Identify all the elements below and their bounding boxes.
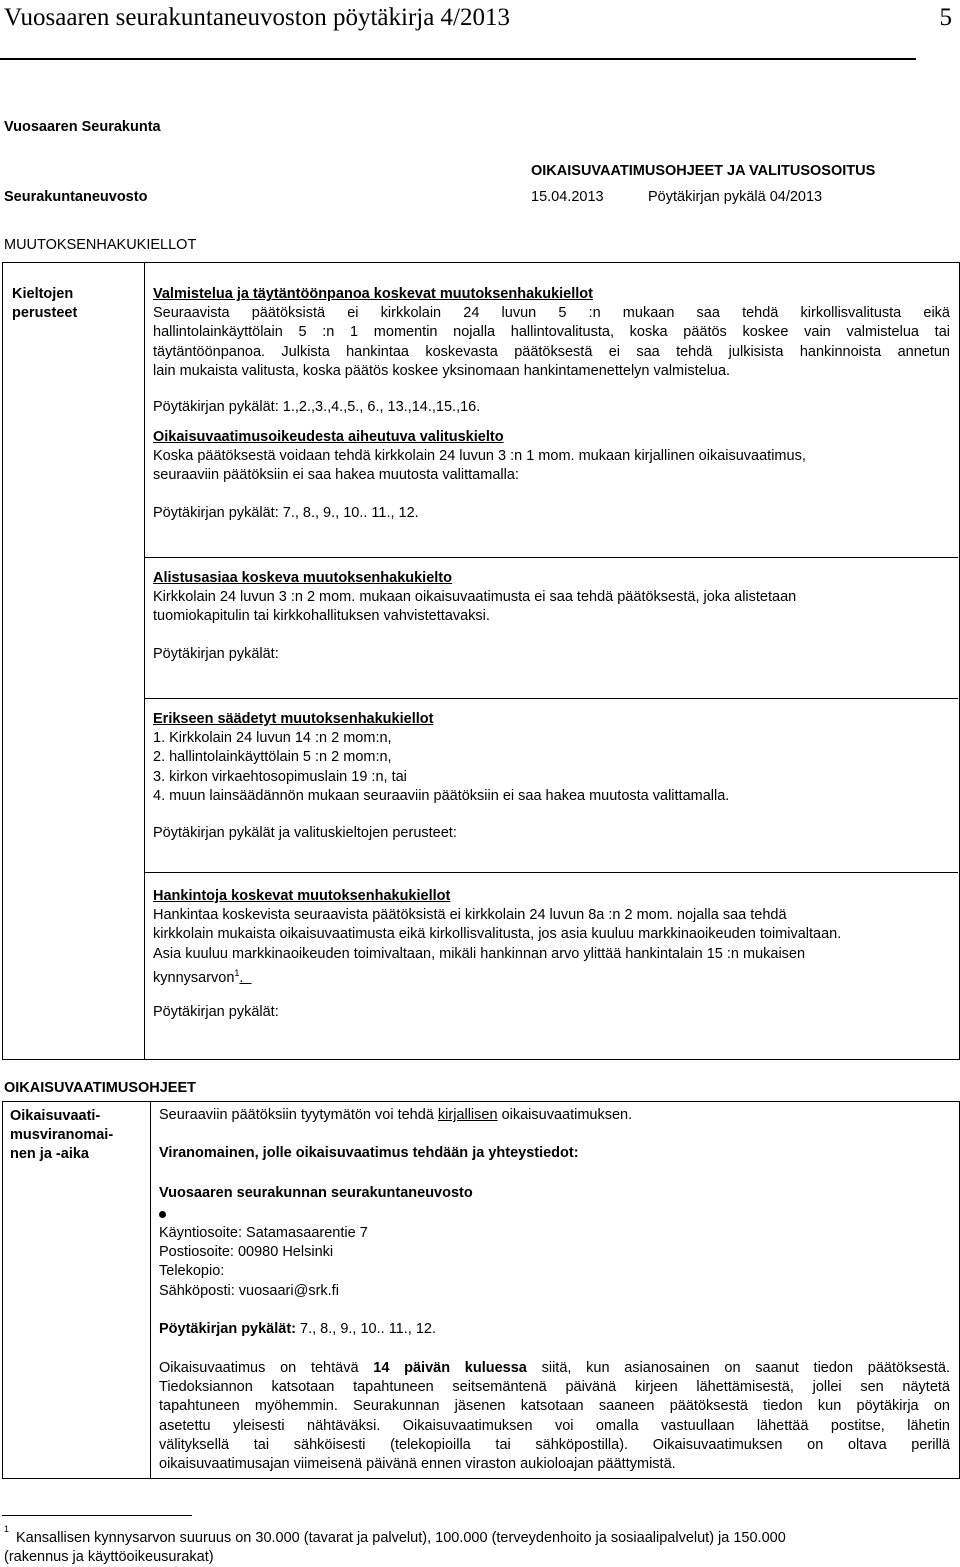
appeal-deadline-text	[159, 1359, 950, 1474]
page-number: 5	[939, 4, 952, 31]
section-procurement-text-2: kirkkolain mukaista oikaisuvaatimusta eikä kirkollisvalitusta, jos asia kuuluu markkinaoikeuden toimivaltaan.	[153, 926, 842, 943]
section-procurement-title: Hankintoja koskevat muutoksenhakukiellot	[153, 888, 451, 904]
section-confirmation-paragraphs: Pöytäkirjan pykälät:	[153, 646, 279, 662]
appeal-paragraphs-value: 7., 8., 9., 10.. 11., 12.	[300, 1321, 436, 1337]
contact-info	[159, 1224, 368, 1301]
visit-address: Käyntiosoite: Satamasaarentie 7	[159, 1225, 368, 1241]
bullet-icon	[159, 1206, 166, 1222]
section-procurement-paragraphs: Pöytäkirjan pykälät:	[153, 1004, 279, 1020]
organization-name: Vuosaaren Seurakunta	[4, 119, 161, 135]
list-item: 1. Kirkkolain 24 luvun 14 :n 2 mom:n,	[153, 730, 392, 747]
side-label-line-2: perusteet	[12, 305, 78, 322]
header-rule	[0, 58, 916, 60]
notice-line-3: asetettu yleisesti nähtäväksi. Oikaisuvaatimuksen voi omalla vastuullaan lähettää postitse, lähetin	[159, 1417, 950, 1434]
deadline-days: 14 päivän kuluessa	[373, 1360, 527, 1376]
section-special-paragraphs: Pöytäkirjan pykälät ja valituskieltojen perusteet:	[153, 825, 457, 841]
section-procurement	[153, 887, 950, 988]
section-rectification-paragraphs: Pöytäkirjan pykälät: 7., 8., 9., 10.. 11., 12.	[153, 505, 419, 521]
section-procurement-text-3: Asia kuuluu markkinaoikeuden toimivaltaan, mikäli hankinnan arvo ylittää hankintalain 15 :n mukaisen	[153, 945, 806, 962]
section-heading: OIKAISUVAATIMUSOHJEET JA VALITUSOSOITUS	[531, 163, 876, 179]
appeal-side-label-line-2: musviranomai-	[10, 1127, 114, 1144]
prohibitions-side-label	[12, 285, 77, 323]
prohibitions-column-divider	[144, 262, 145, 1059]
authority-name: Vuosaaren seurakunnan seurakuntaneuvosto	[159, 1185, 473, 1201]
fax: Telekopio:	[159, 1263, 225, 1280]
section-procurement-text-4: kynnysarvon$^1$.	[153, 967, 252, 986]
section-special-title: Erikseen säädetyt muutoksenhakukiellot	[153, 711, 434, 727]
appeal-side-label-line-3: nen ja -aika	[10, 1146, 89, 1163]
footnote-rule	[2, 1515, 192, 1516]
section-preparation-title: Valmistelua ja täytäntöönpanoa koskevat muutoksenhakukiellot	[153, 286, 593, 302]
section-preparation-text-1: Seuraavista päätöksistä ei kirkkolain 24 luvun 5 :n mukaan saa tehdä kirkollisvalitusta eikä	[153, 305, 950, 322]
footnote-marker: 1	[4, 1524, 10, 1534]
section-confirmation	[153, 569, 950, 627]
authority-heading: Viranomainen, jolle oikaisuvaatimus tehdään ja yhteystiedot:	[159, 1145, 579, 1161]
list-item: 3. kirkon virkaehtosopimuslain 19 :n, tai	[153, 768, 407, 785]
section-rectification-text-1: Koska päätöksestä voidaan tehdä kirkkolain 24 luvun 3 :n 1 mom. mukaan kirjallinen oikaisuvaatimus,	[153, 448, 806, 465]
side-label-line-1: Kieltojen	[12, 286, 74, 302]
section-rectification-text-2: seuraaviin päätöksiin ei saa hakea muutosta valittamalla:	[153, 467, 519, 484]
section-preparation-text-3: täytäntöönpanoa. Julkista hankintaa koskevasta päätöksestä ei saa tehdä julkisista hankinnoista annetun	[153, 343, 950, 360]
appeal-heading: OIKAISUVAATIMUSOHJEET	[4, 1080, 197, 1096]
meeting-date: 15.04.2013	[531, 189, 604, 205]
notice-line-2: tapahtuneen myöhemmin. Seurakunnan jäsenen katsotaan saaneen päätöksestä tiedon kun pöytäkirja on	[159, 1398, 950, 1415]
footnote-reference[interactable]: 1	[234, 967, 240, 978]
section-preparation-text-2: hallintolainkäyttölain 5 :n 1 momentin nojalla hallintovalitusta, koska päätös koskee vain valmistelua tai	[153, 324, 950, 341]
prohibitions-heading: MUUTOKSENHAKUKIELLOT	[4, 237, 197, 253]
appeal-intro	[159, 1107, 632, 1123]
appeal-side-label	[10, 1107, 113, 1165]
section-procurement-text-1: Hankintaa koskevista seuraavista päätöksistä ei kirkkolain 24 luvun 8a :n 2 mom. nojalla saa tehdä	[153, 907, 787, 924]
document-title: Vuosaaren seurakuntaneuvoston pöytäkirja 4/2013	[4, 4, 511, 31]
footnote-line-2: (rakennus ja käyttöoikeusurakat)	[4, 1549, 214, 1565]
deadline-end: siitä, kun asianosainen on saanut tiedon päätöksestä.	[541, 1360, 951, 1376]
notice-line-5: oikaisuvaatimusajan viimeisenä päivänä ennen viraston aukioloajan päättymistä.	[159, 1456, 676, 1473]
section-preparation-text-4: lain mukaista valitusta, koska päätös koskee yksinomaan hankintamenettelyn valmistelua.	[153, 362, 731, 379]
appeal-intro-end: oikaisuvaatimuksen.	[501, 1107, 633, 1123]
section-special	[153, 710, 950, 806]
threshold-word: kynnysarvon	[153, 969, 235, 986]
prohibitions-divider-1	[145, 557, 958, 558]
prohibitions-divider-3	[145, 872, 958, 873]
body-name: Seurakuntaneuvosto	[4, 189, 148, 205]
appeal-side-label-line-1: Oikaisuvaati-	[10, 1108, 101, 1124]
section-preparation-paragraphs: Pöytäkirjan pykälät: 1.,2.,3.,4.,5., 6., 13.,14.,15.,16.	[153, 399, 481, 415]
section-confirmation-text-1: Kirkkolain 24 luvun 3 :n 2 mom. mukaan oikaisuvaatimusta ei saa tehdä päätöksestä, joka alistetaan	[153, 589, 797, 606]
list-item: 2. hallintolainkäyttölain 5 :n 2 mom:n,	[153, 749, 392, 766]
notice-line-4: välityksellä tai sähköisesti (telekopioilla tai sähköpostilla). Oikaisuvaatimuksen on oltava perillä	[159, 1436, 950, 1453]
paragraph-reference: Pöytäkirjan pykälä 04/2013	[648, 189, 823, 205]
postal-address: Postiosoite: 00980 Helsinki	[159, 1244, 334, 1261]
notice-line-1: Tiedoksiannon katsotaan tapahtuneen seitsemäntenä päivänä kirjeen lähettämisestä, jollei sen näytetä	[159, 1379, 950, 1396]
appeal-paragraphs-label: Pöytäkirjan pykälät:	[159, 1321, 296, 1337]
section-rectification	[153, 428, 950, 486]
prohibitions-divider-2	[145, 698, 958, 699]
section-preparation	[153, 285, 950, 381]
section-confirmation-title: Alistusasiaa koskeva muutoksenhakukielto	[153, 570, 452, 586]
email: Sähköposti: vuosaari@srk.fi	[159, 1282, 339, 1299]
appeal-intro-start: Seuraaviin päätöksiin tyytymätön voi tehdä	[159, 1107, 434, 1123]
section-rectification-title: Oikaisuvaatimusoikeudesta aiheutuva valituskielto	[153, 429, 504, 445]
list-item: 4. muun lainsäädännön mukaan seuraaviin päätöksiin ei saa hakea muutosta valittamalla.	[153, 787, 730, 804]
appeal-paragraphs	[159, 1321, 436, 1337]
appeal-column-divider	[150, 1101, 151, 1478]
footnote-line-1: Kansallisen kynnysarvon suuruus on 30.000 (tavarat ja palvelut), 100.000 (terveydenhoito ja sosiaalipalvelut) ja 150.000	[16, 1530, 786, 1546]
appeal-intro-written: kirjallisen	[437, 1107, 498, 1123]
deadline-line	[159, 1359, 950, 1378]
section-confirmation-text-2: tuomiokapitulin tai kirkkohallituksen vahvistettavaksi.	[153, 608, 490, 625]
deadline-start: Oikaisuvaatimus on tehtävä	[159, 1360, 359, 1376]
